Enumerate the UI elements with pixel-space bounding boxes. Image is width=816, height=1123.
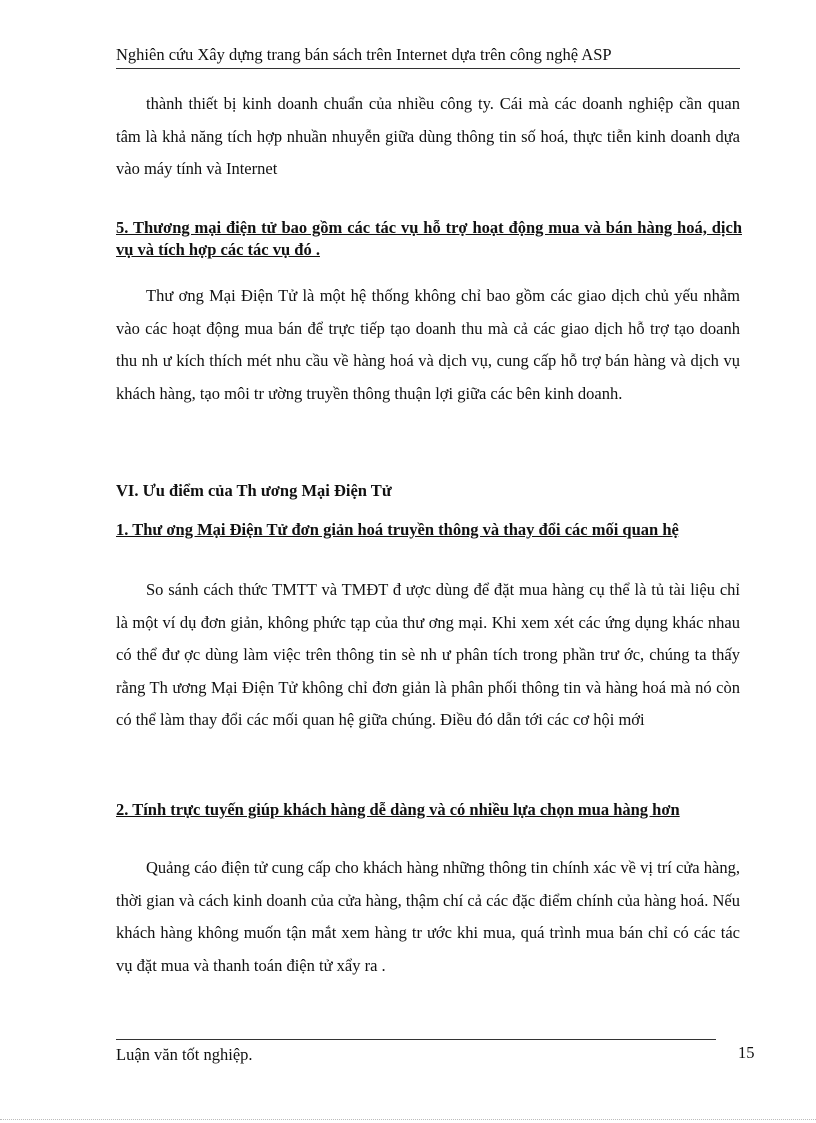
heading-1: 1. Thư ơng Mại Điện Tử đơn giản hoá truyền thông và thay đổi các mối quan hệ [116, 520, 679, 539]
running-header: Nghiên cứu Xây dựng trang bán sách trên Internet dựa trên công nghệ ASP [116, 45, 612, 64]
footer-rule [116, 1039, 716, 1040]
paragraph-continuation [116, 88, 740, 186]
paragraph-comparison [116, 574, 740, 737]
paragraph-text: Quảng cáo điện tử cung cấp cho khách hàng những thông tin chính xác về vị trí cửa hàng, thời gian và cách kinh doanh của cửa hàng, thậm chí cả các đặc điểm chính của hàng hoá. Nếu khách hàng không muốn tận mắt xem hàng tr ước khi mua, quá trình mua bán chỉ có các tác vụ đặt mua và thanh toán điện tử xẩy ra . [116, 858, 740, 975]
page-number: 15 [738, 1043, 755, 1062]
heading-2: 2. Tính trực tuyến giúp khách hàng dễ dàng và có nhiều lựa chọn mua hàng hơn [116, 800, 680, 819]
paragraph-ecommerce-system [116, 280, 740, 410]
section-heading-vi: VI. Ưu điểm của Th ương Mại Điện Tử [116, 481, 392, 500]
page-edge-divider [0, 1119, 816, 1120]
heading-5: 5. Thương mại điện tử bao gồm các tác vụ hỗ trợ hoạt động mua và bán hàng hoá, dịch vụ và tích hợp các tác vụ đó . [116, 218, 742, 259]
paragraph-text: So sánh cách thức TMTT và TMĐT đ ược dùng để đặt mua hàng cụ thể là tủ tài liệu chỉ là một ví dụ đơn giản, không phức tạp của thư ơng mại. Khi xem xét các ứng dụng khác nhau có thể đư ợc dùng làm việc trên thông tin sè nh ư phân tích trong phần trư ớc, chúng ta thấy rằng Th ương Mại Điện Tử không chỉ đơn giản là phân phối thông tin và hàng hoá mà nó còn có thể làm thay đổi các mối quan hệ giữa chúng. Điều đó dẫn tới các cơ hội mới [116, 580, 740, 729]
paragraph-text: Thư ơng Mại Điện Tử là một hệ thống không chỉ bao gồm các giao dịch chủ yếu nhằm vào các hoạt động mua bán để trực tiếp tạo doanh thu mà cả các giao dịch hỗ trợ tạo doanh thu nh ư kích thích mét nhu cầu về hàng hoá và dịch vụ, cung cấp hỗ trợ bán hàng và dịch vụ khách hàng, tạo môi tr ường truyền thông thuận lợi giữa các bên kinh doanh. [116, 286, 740, 403]
footer-label: Luận văn tốt nghiệp. [116, 1045, 253, 1064]
paragraph-advertising [116, 852, 740, 982]
header-rule [116, 68, 740, 69]
paragraph-text: thành thiết bị kinh doanh chuẩn của nhiều công ty. Cái mà các doanh nghiệp cần quan tâm là khả năng tích hợp nhuần nhuyễn giữa dùng thông tin số hoá, thực tiễn kinh doanh dựa vào máy tính và Internet [116, 94, 740, 178]
